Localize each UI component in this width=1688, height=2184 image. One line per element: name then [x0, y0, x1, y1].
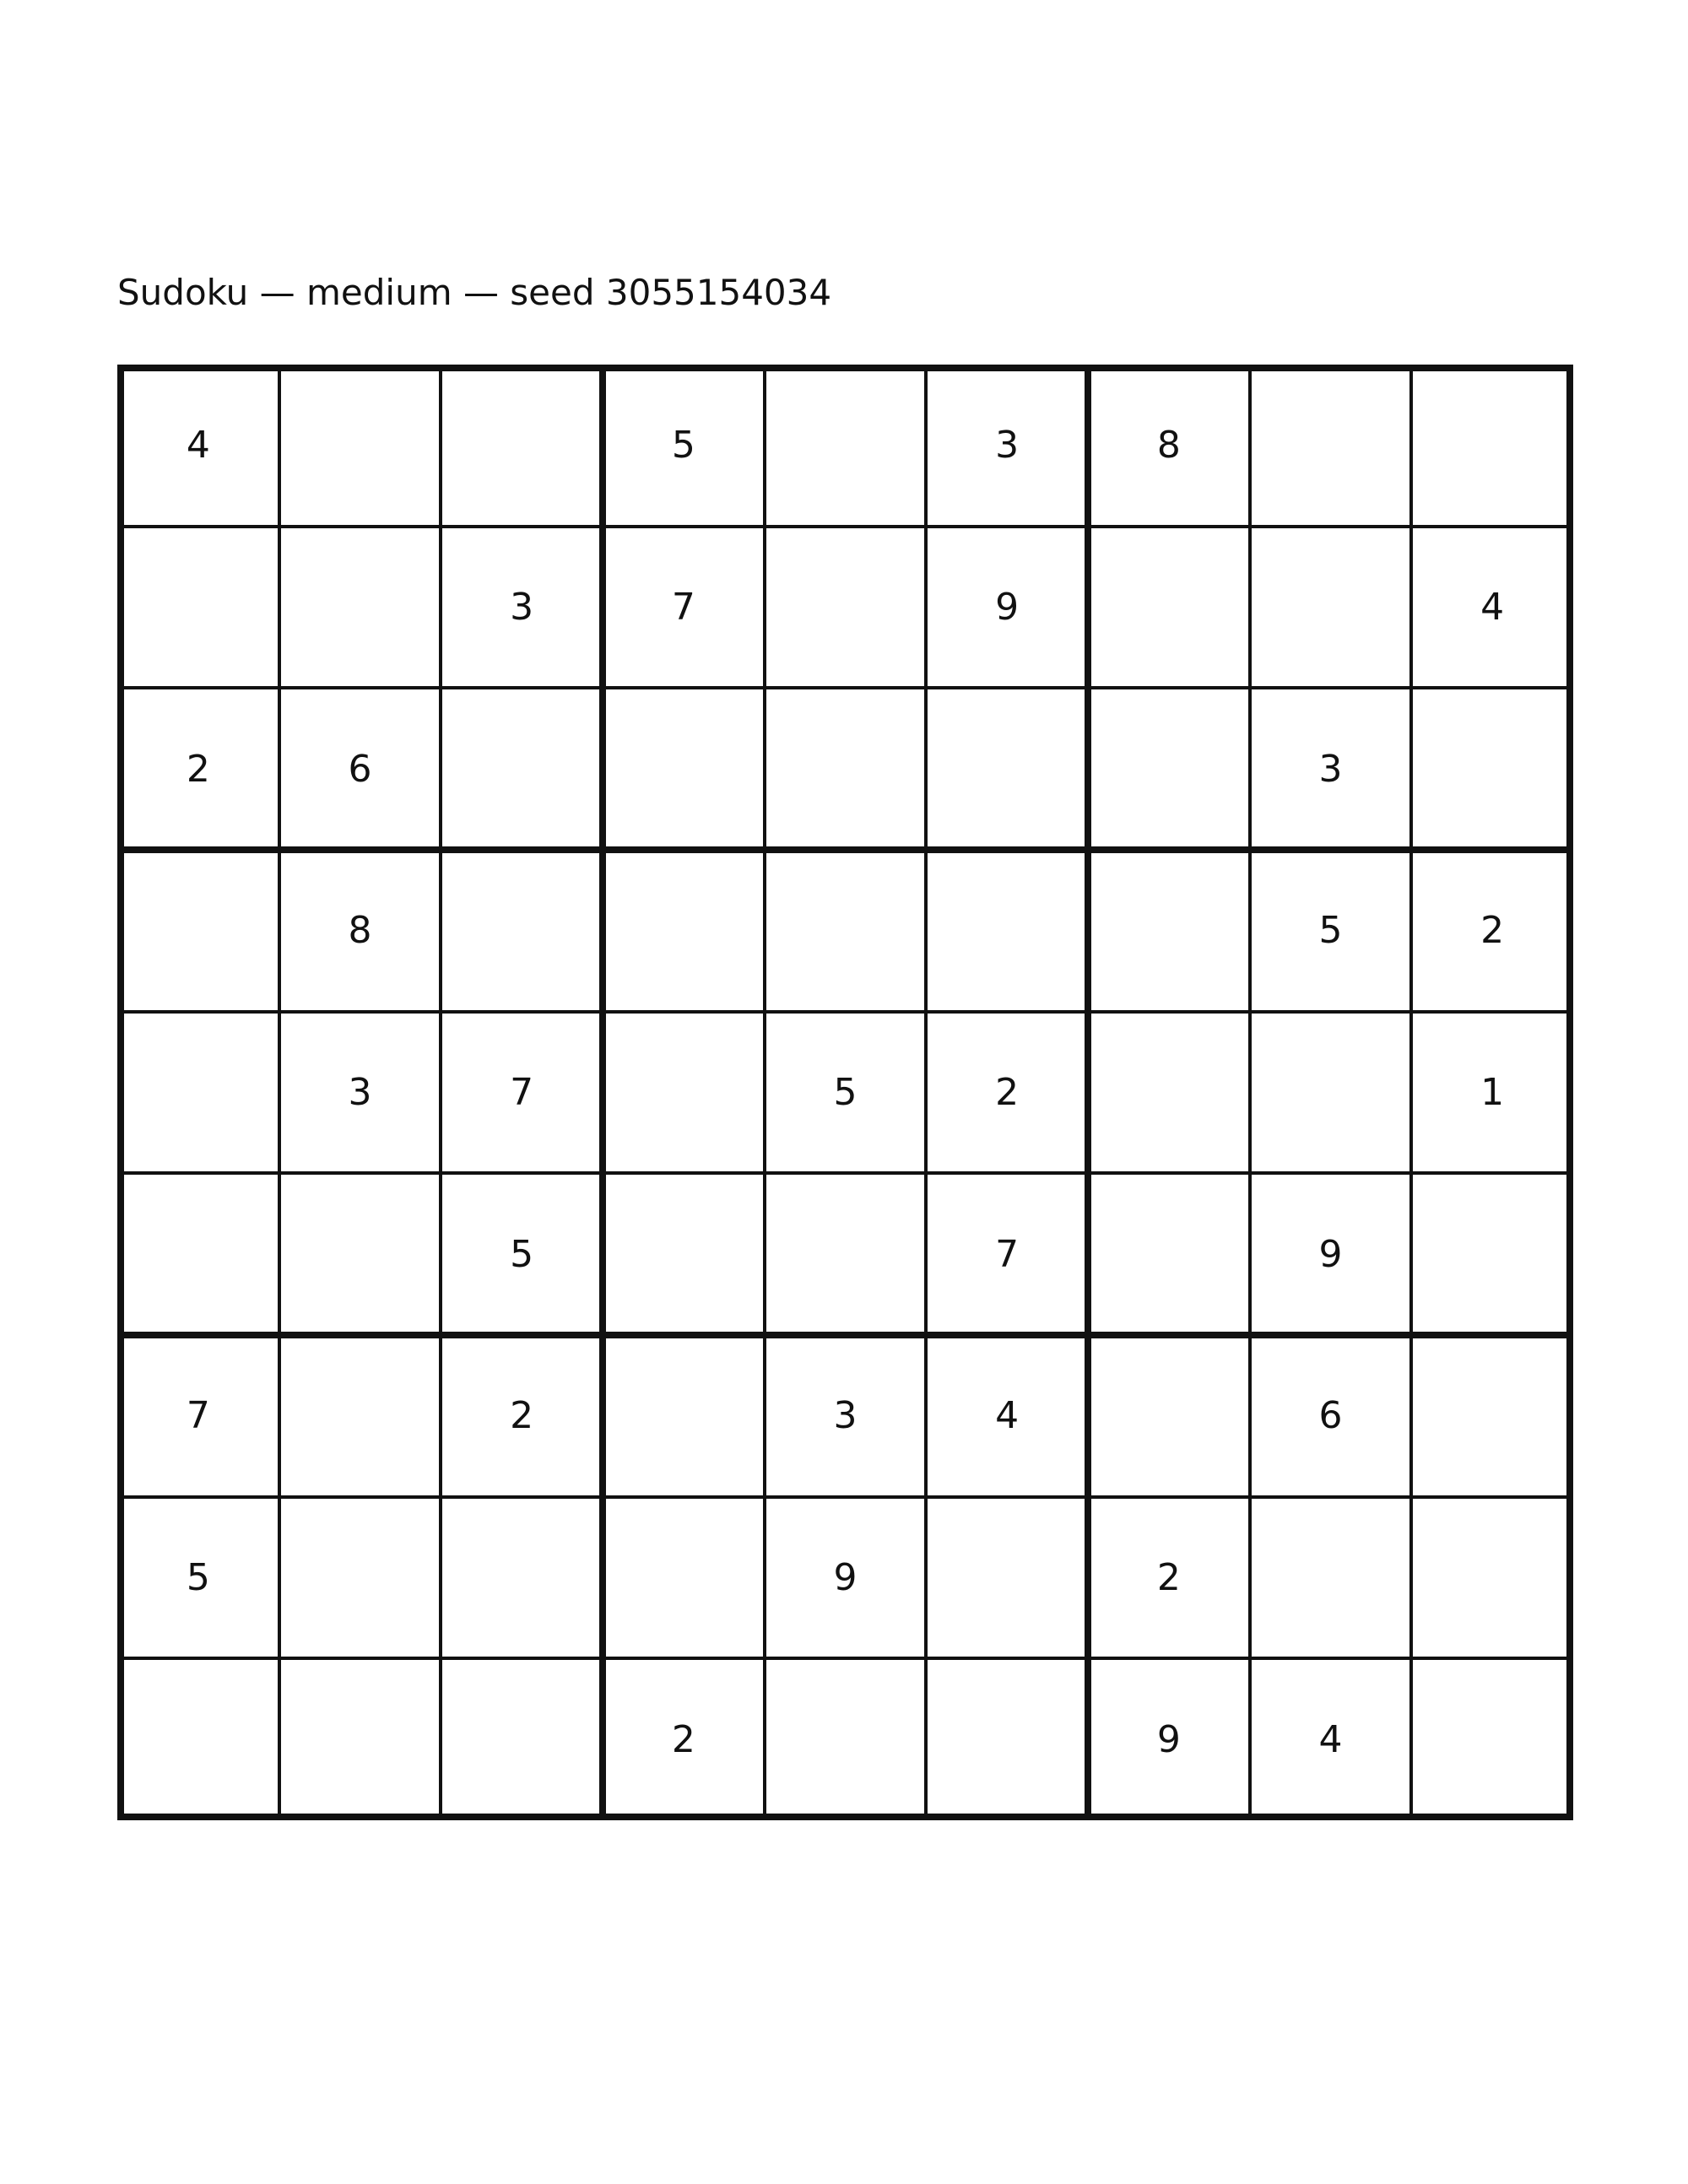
sudoku-cell[interactable] [765, 1173, 927, 1335]
sudoku-cell[interactable]: 9 [1318, 1232, 1343, 1276]
grid-line-vertical [763, 365, 766, 1820]
box-divider-horizontal [117, 1332, 1573, 1338]
grid-line-horizontal [117, 525, 1573, 528]
grid-line-horizontal [117, 1657, 1573, 1660]
box-divider-vertical [599, 365, 606, 1820]
sudoku-cell[interactable]: 5 [510, 1232, 534, 1276]
grid-line-vertical [439, 365, 442, 1820]
puzzle-title: Sudoku — medium — seed 3055154034 [117, 272, 832, 313]
grid-line-vertical [924, 365, 928, 1820]
sudoku-cell[interactable] [926, 1658, 1088, 1820]
sudoku-cell[interactable]: 6 [1318, 1394, 1343, 1438]
sudoku-cell[interactable]: 5 [186, 1555, 210, 1599]
box-divider-horizontal [117, 846, 1573, 853]
sudoku-cell[interactable] [1250, 527, 1412, 689]
sudoku-cell[interactable]: 3 [348, 1070, 372, 1114]
sudoku-cell[interactable] [1088, 1173, 1250, 1335]
sudoku-cell[interactable] [117, 1173, 279, 1335]
grid-line-horizontal [117, 686, 1573, 689]
grid-line-horizontal [117, 1010, 1573, 1014]
box-divider-vertical [1085, 365, 1091, 1820]
sudoku-cell[interactable] [1411, 1658, 1573, 1820]
sudoku-cell[interactable] [1411, 1497, 1573, 1659]
grid-line-vertical [1248, 365, 1252, 1820]
sudoku-cell[interactable]: 3 [995, 424, 1020, 468]
sudoku-cell[interactable]: 2 [671, 1717, 695, 1761]
sudoku-cell[interactable] [279, 527, 441, 689]
sudoku-cell[interactable]: 3 [510, 585, 534, 629]
sudoku-cell[interactable]: 7 [671, 585, 695, 629]
sudoku-cell[interactable]: 9 [833, 1555, 858, 1599]
sudoku-cell[interactable] [1250, 1497, 1412, 1659]
sudoku-cell[interactable]: 2 [995, 1070, 1020, 1114]
sudoku-cell[interactable]: 7 [510, 1070, 534, 1114]
sudoku-cell[interactable]: 8 [1156, 424, 1181, 468]
sudoku-cell[interactable] [603, 1497, 765, 1659]
sudoku-cell[interactable] [441, 850, 603, 1012]
box-divider-horizontal [117, 1814, 1573, 1820]
sudoku-cell[interactable]: 6 [348, 747, 372, 791]
sudoku-cell[interactable] [117, 1658, 279, 1820]
sudoku-cell[interactable] [1088, 850, 1250, 1012]
sudoku-cell[interactable]: 7 [995, 1232, 1020, 1276]
grid-line-vertical [278, 365, 281, 1820]
sudoku-cell[interactable] [765, 527, 927, 689]
sudoku-cell[interactable] [117, 1012, 279, 1174]
sudoku-cell[interactable]: 2 [1480, 909, 1505, 953]
sudoku-cell[interactable] [765, 365, 927, 527]
sudoku-cell[interactable] [279, 1497, 441, 1659]
sudoku-board [117, 365, 1573, 1820]
sudoku-cell[interactable] [441, 1497, 603, 1659]
sudoku-cell[interactable] [441, 1658, 603, 1820]
sudoku-cell[interactable] [1411, 1335, 1573, 1497]
sudoku-cell[interactable]: 7 [186, 1394, 210, 1438]
sudoku-cell[interactable] [1088, 1335, 1250, 1497]
sudoku-cell[interactable]: 4 [995, 1394, 1020, 1438]
sudoku-cell[interactable] [765, 688, 927, 850]
sudoku-cell[interactable]: 3 [1318, 747, 1343, 791]
sudoku-cell[interactable]: 8 [348, 909, 372, 953]
sudoku-cell[interactable] [603, 1012, 765, 1174]
sudoku-cell[interactable]: 5 [833, 1070, 858, 1114]
grid-line-horizontal [117, 1171, 1573, 1175]
sudoku-cell[interactable] [603, 850, 765, 1012]
sudoku-cell[interactable] [1411, 365, 1573, 527]
sudoku-cell[interactable] [1088, 688, 1250, 850]
sudoku-cell[interactable] [279, 365, 441, 527]
sudoku-cell[interactable] [441, 365, 603, 527]
sudoku-cell[interactable]: 3 [833, 1394, 858, 1438]
sudoku-cell[interactable]: 4 [1318, 1717, 1343, 1761]
sudoku-cell[interactable] [279, 1658, 441, 1820]
sudoku-cell[interactable] [1411, 688, 1573, 850]
sudoku-cell[interactable]: 5 [671, 424, 695, 468]
box-divider-horizontal [117, 365, 1573, 371]
sudoku-cell[interactable]: 4 [1480, 585, 1505, 629]
sudoku-cell[interactable] [926, 688, 1088, 850]
grid-line-horizontal [117, 1495, 1573, 1499]
sudoku-cell[interactable]: 2 [1156, 1555, 1181, 1599]
sudoku-cell[interactable] [1250, 1012, 1412, 1174]
grid-line-vertical [1409, 365, 1413, 1820]
sudoku-cell[interactable] [1088, 527, 1250, 689]
sudoku-cell[interactable]: 9 [995, 585, 1020, 629]
box-divider-vertical [117, 365, 124, 1820]
sudoku-cell[interactable] [765, 850, 927, 1012]
sudoku-cell[interactable]: 4 [186, 424, 210, 468]
sudoku-cell[interactable] [279, 1173, 441, 1335]
sudoku-cell[interactable]: 9 [1156, 1717, 1181, 1761]
sudoku-cell[interactable] [1411, 1173, 1573, 1335]
sudoku-cell[interactable] [1088, 1012, 1250, 1174]
sudoku-cell[interactable] [603, 1335, 765, 1497]
sudoku-cell[interactable]: 2 [186, 747, 210, 791]
sudoku-cell[interactable]: 2 [510, 1394, 534, 1438]
sudoku-cell[interactable]: 1 [1480, 1070, 1505, 1114]
sudoku-cell[interactable] [926, 1497, 1088, 1659]
sudoku-cell[interactable] [441, 688, 603, 850]
sudoku-cell[interactable]: 5 [1318, 909, 1343, 953]
box-divider-vertical [1566, 365, 1573, 1820]
sudoku-cell[interactable] [765, 1658, 927, 1820]
sudoku-cell[interactable] [1250, 365, 1412, 527]
sudoku-cell[interactable] [279, 1335, 441, 1497]
sudoku-cell[interactable] [603, 688, 765, 850]
sudoku-cell[interactable] [926, 850, 1088, 1012]
sudoku-cell[interactable] [603, 1173, 765, 1335]
sudoku-cell[interactable] [117, 850, 279, 1012]
sudoku-cell[interactable] [117, 527, 279, 689]
